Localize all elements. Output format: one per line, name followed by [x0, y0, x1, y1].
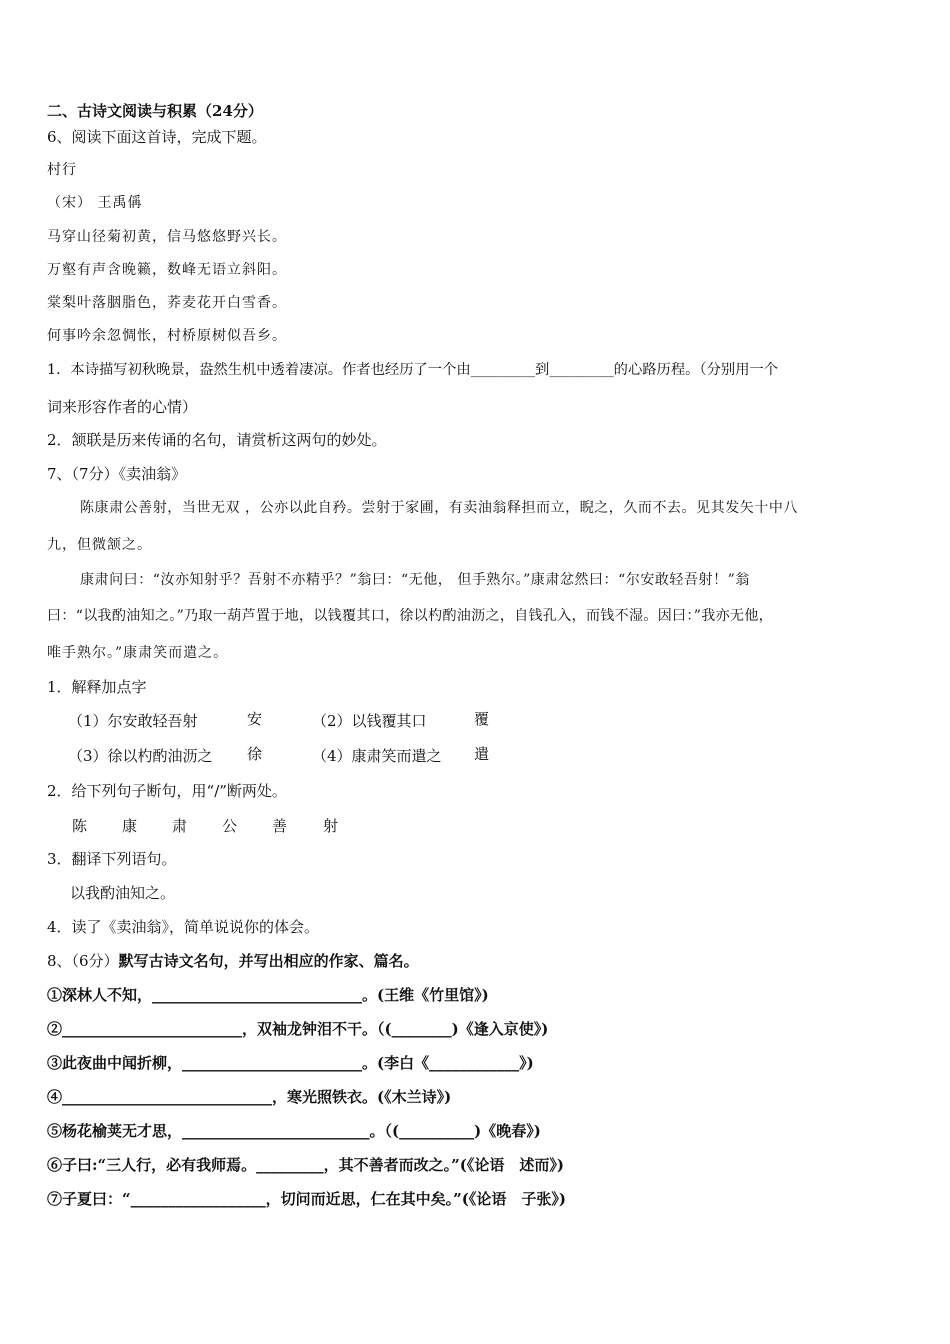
- recite-item: ①深林人不知，____________________________。(王维《竹里馆》): [47, 986, 489, 1004]
- q8-heading-bold: 默写古诗文名句，并写出相应的作家、篇名。: [118, 952, 419, 970]
- word-sentence: （1）尔安敢轻吾射: [68, 712, 198, 730]
- break-char: 陈: [72, 817, 88, 835]
- break-char: 康: [122, 817, 138, 835]
- passage-line: 九，但微颔之。: [47, 537, 152, 553]
- word-char: 遣: [474, 745, 490, 763]
- poem-title: 村行: [47, 162, 77, 178]
- break-char: 射: [323, 817, 339, 835]
- q7-sub2: 2．给下列句子断句，用“/”断两处。: [47, 782, 287, 800]
- poem-line: 棠梨叶落胭脂色，荞麦花开白雪香。: [47, 295, 287, 311]
- passage-line: 康肃问曰：“汝亦知射乎？吾射不亦精乎？”翁曰：“无他， 但手熟尔。”康肃忿然曰：“尔安敢轻吾射！”翁: [80, 572, 750, 588]
- poem-line: 马穿山径菊初黄，信马悠悠野兴长。: [47, 229, 287, 245]
- poem-author: （宋） 王禹偁: [47, 195, 143, 211]
- word-char: 徐: [247, 745, 263, 763]
- word-char: 安: [247, 710, 263, 728]
- word-sentence: （2）以钱覆其口: [312, 712, 427, 730]
- recite-item: ⑦子夏曰：“__________________，切问而近思，仁在其中矣。”(《论语 子张》): [47, 1190, 566, 1208]
- q7-sub4: 4．读了《卖油翁》，简单说说你的体会。: [47, 918, 320, 936]
- recite-item: ⑤杨花榆荚无才思，_________________________。（(__________)《晚春》): [47, 1122, 541, 1140]
- break-char: 肃: [172, 817, 188, 835]
- recite-item: ⑥子曰:“三人行，必有我师焉。_________，其不善者而改之。”(《论语 述而》): [47, 1156, 564, 1174]
- word-sentence: （4）康肃笑而遣之: [312, 747, 442, 765]
- recite-item: ③此夜曲中闻折柳，________________________。(李白《____________》): [47, 1054, 534, 1072]
- section-heading: 二、古诗文阅读与积累（24分）: [47, 102, 263, 120]
- recite-item: ④____________________________，寒光照铁衣。(《木兰诗》): [47, 1088, 452, 1106]
- break-char: 公: [222, 817, 238, 835]
- word-sentence: （3）徐以杓酌油沥之: [68, 747, 213, 765]
- q7-heading: 7、（7分）《卖油翁》: [47, 465, 187, 483]
- passage-line: 曰：“以我酌油知之。”乃取一葫芦置于地，以钱覆其口，徐以杓酌油沥之，自钱孔入，而钱不湿。因曰：”我亦无他，: [47, 608, 774, 624]
- word-char: 覆: [474, 710, 490, 728]
- q6-sub1-line2: 词来形容作者的心情）: [47, 398, 198, 416]
- q7-sub3-sentence: 以我酌油知之。: [70, 884, 176, 902]
- q7-sub1: 1．解释加点字: [47, 678, 147, 696]
- q8-heading-prefix: 8、（6分）: [47, 952, 119, 970]
- passage-line: 唯手熟尔。”康肃笑而遣之。: [47, 645, 229, 661]
- break-char: 善: [272, 817, 288, 835]
- recite-item: ②________________________，双袖龙钟泪不干。（(________)《逢入京使》): [47, 1020, 549, 1038]
- q6-sub2: 2．颔联是历来传诵的名句，请赏析这两句的妙处。: [47, 431, 387, 449]
- q7-sub3: 3．翻译下列语句。: [47, 850, 177, 868]
- passage-line: 陈康肃公善射，当世无双 ，公亦以此自矜。尝射于家圃，有卖油翁释担而立，睨之，久而不去。见其发矢十中八: [80, 500, 798, 516]
- q8-heading: [47, 951, 419, 971]
- poem-line: 何事吟余忽惆怅，村桥原树似吾乡。: [47, 328, 287, 344]
- q6-sub1-line1: 1．本诗描写初秋晚景，盎然生机中透着凄凉。作者也经历了一个由_________到_________的心路历程。（分别用一个: [47, 362, 779, 378]
- q6-intro: 6、阅读下面这首诗，完成下题。: [47, 128, 267, 146]
- poem-line: 万壑有声含晚籁，数峰无语立斜阳。: [47, 262, 287, 278]
